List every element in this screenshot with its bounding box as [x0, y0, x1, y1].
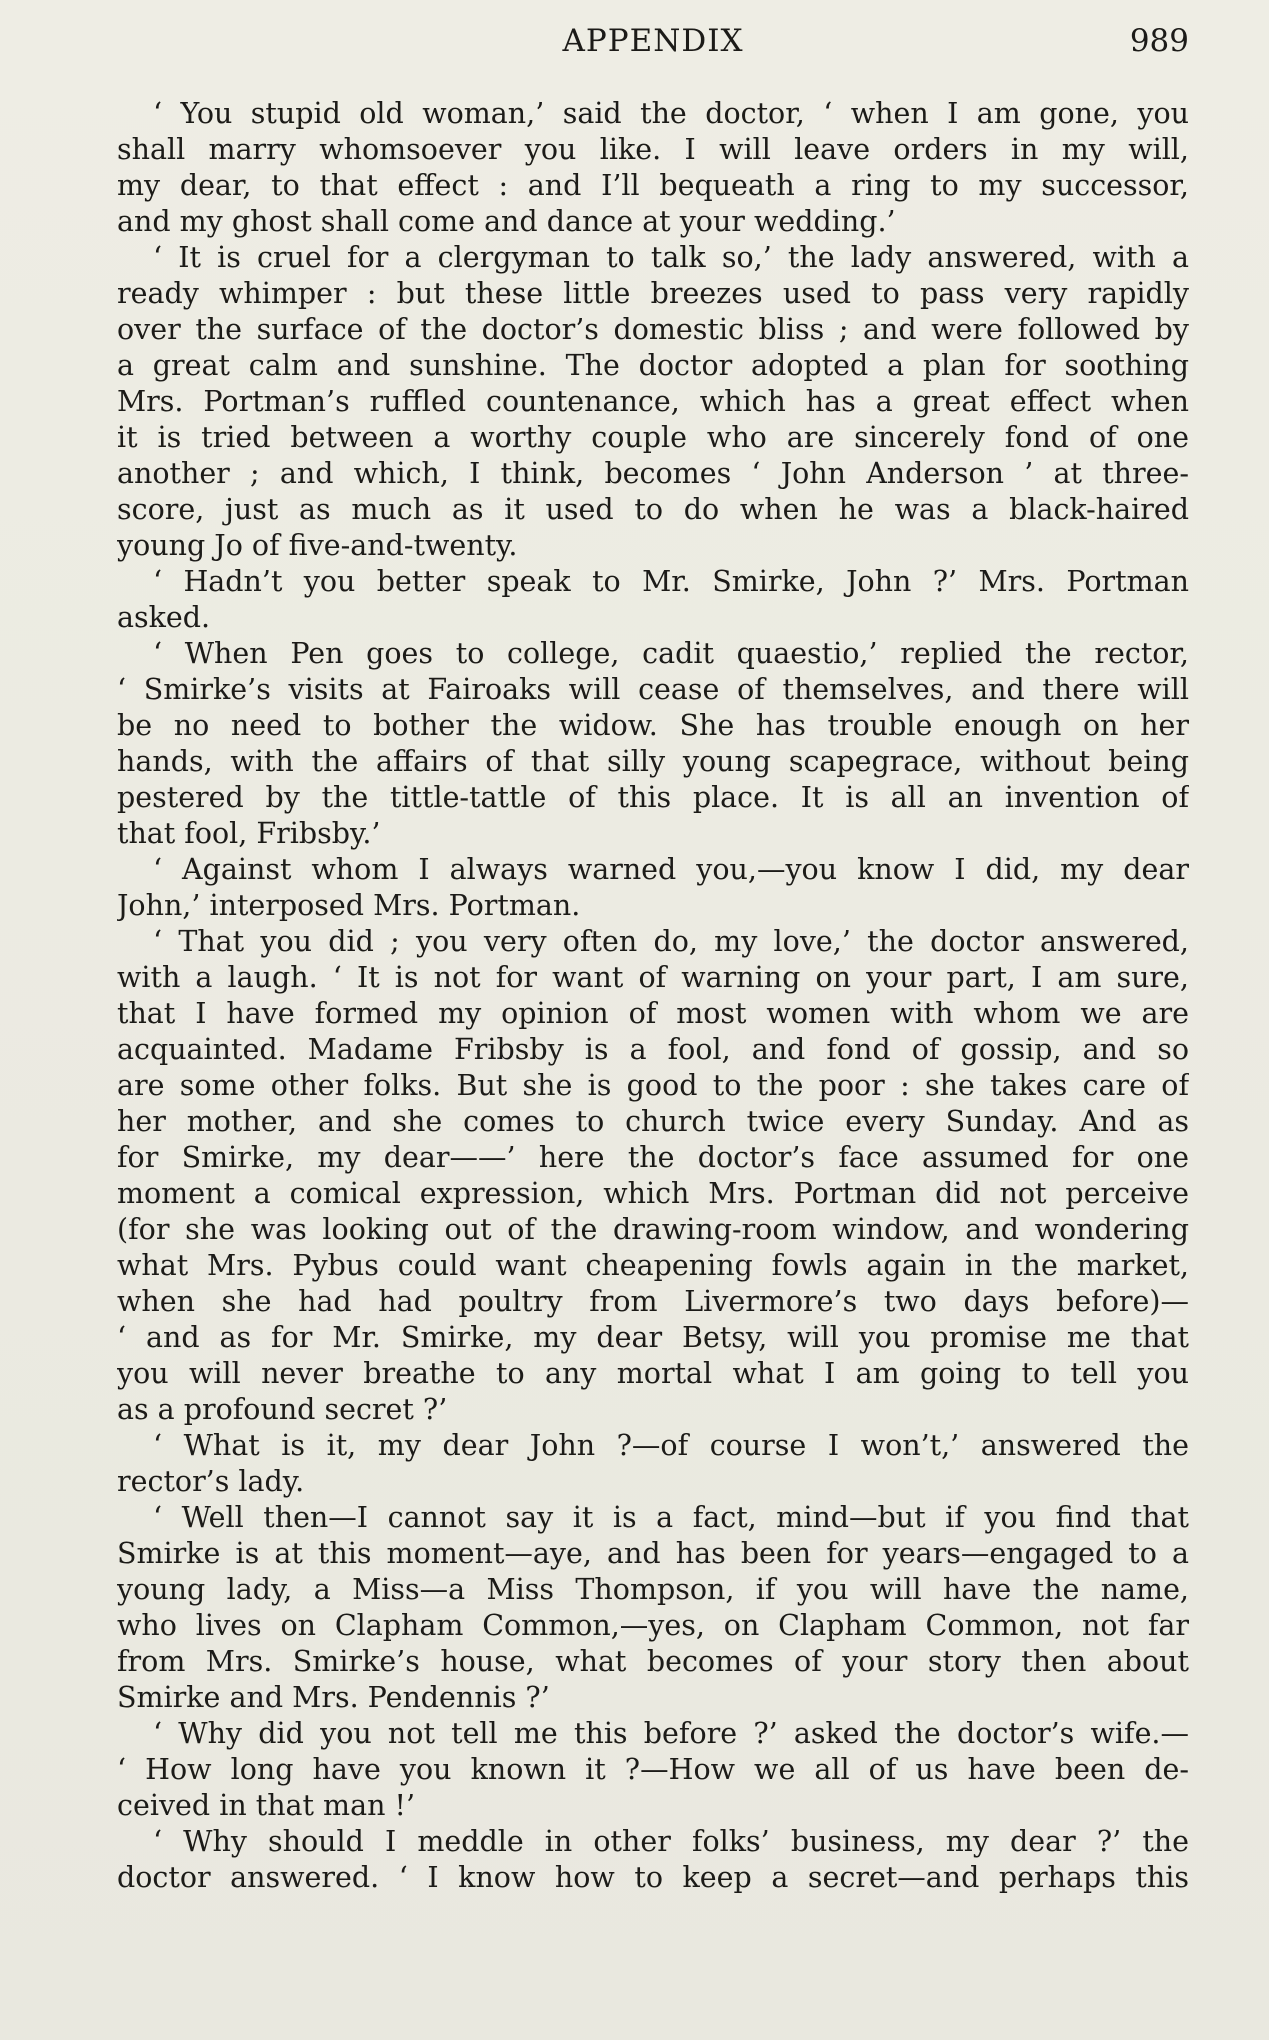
text-line: ready whimper : but these little breezes used to pass very rapidly: [117, 277, 1189, 310]
text-line: moment a comical expression, which Mrs. Portman did not perceive: [117, 1177, 1189, 1210]
text-line: asked.: [117, 601, 211, 634]
text-line: pestered by the tittle-tattle of this place. It is all an invention of: [117, 781, 1189, 814]
page-number: 989: [1129, 23, 1189, 59]
text-line: and my ghost shall come and dance at your wedding.’: [117, 205, 896, 238]
text-line: another ; and which, I think, becomes ‘ John Anderson ’ at three-: [117, 457, 1189, 490]
text-line: be no need to bother the widow. She has trouble enough on her: [117, 709, 1189, 742]
text-line: ‘ How long have you known it ?—How we all of us have been de-: [117, 1753, 1189, 1786]
text-line: Mrs. Portman’s ruffled countenance, which has a great effect when: [117, 385, 1189, 418]
text-line: when she had had poultry from Livermore’s two days before)—: [117, 1285, 1189, 1318]
text-line: ‘ Against whom I always warned you,—you know I did, my dear: [153, 853, 1189, 886]
text-line: her mother, and she comes to church twice every Sunday. And as: [117, 1105, 1189, 1138]
text-line: hands, with the affairs of that silly young scapegrace, without being: [117, 745, 1189, 778]
text-line: ‘ Why did you not tell me this before ?’ asked the doctor’s wife.—: [153, 1717, 1189, 1750]
text-line: are some other folks. But she is good to the poor : she takes care of: [117, 1069, 1189, 1102]
text-line: ceived in that man !’: [117, 1789, 415, 1822]
text-line: doctor answered. ‘ I know how to keep a secret—and perhaps this: [117, 1861, 1189, 1894]
text-line: ‘ Hadn’t you better speak to Mr. Smirke, John ?’ Mrs. Portman: [153, 565, 1189, 598]
text-line: ‘ Why should I meddle in other folks’ business, my dear ?’ the: [153, 1825, 1189, 1858]
text-line: John,’ interposed Mrs. Portman.: [117, 889, 581, 922]
text-line: rector’s lady.: [117, 1465, 305, 1498]
running-head: APPENDIX: [562, 23, 744, 59]
text-line: as a profound secret ?’: [117, 1393, 448, 1426]
text-line: a great calm and sunshine. The doctor adopted a plan for soothing: [117, 349, 1189, 382]
text-line: young Jo of five-and-twenty.: [117, 529, 518, 562]
text-line: ‘ When Pen goes to college, cadit quaestio,’ replied the rector,: [153, 637, 1189, 670]
text-line: that I have formed my opinion of most women with whom we are: [117, 997, 1189, 1030]
text-line: what Mrs. Pybus could want cheapening fowls again in the market,: [117, 1249, 1189, 1282]
text-line: ‘ Smirke’s visits at Fairoaks will cease of themselves, and there will: [117, 673, 1189, 706]
body-text: [117, 96, 1189, 1896]
text-line: ‘ That you did ; you very often do, my love,’ the doctor answered,: [153, 925, 1189, 958]
text-line: my dear, to that effect : and I’ll bequeath a ring to my successor,: [117, 169, 1189, 202]
text-line: over the surface of the doctor’s domestic bliss ; and were followed by: [117, 313, 1189, 346]
text-line: ‘ Well then—I cannot say it is a fact, mind—but if you find that: [153, 1501, 1189, 1534]
text-line: for Smirke, my dear——’ here the doctor’s face assumed for one: [117, 1141, 1189, 1174]
text-line: acquainted. Madame Fribsby is a fool, and fond of gossip, and so: [117, 1033, 1189, 1066]
text-line: (for she was looking out of the drawing-room window, and wondering: [117, 1213, 1189, 1246]
text-line: shall marry whomsoever you like. I will leave orders in my will,: [117, 133, 1189, 166]
text-line: from Mrs. Smirke’s house, what becomes of your story then about: [117, 1645, 1189, 1678]
text-line: score, just as much as it used to do when he was a black-haired: [117, 493, 1189, 526]
text-line: ‘ and as for Mr. Smirke, my dear Betsy, will you promise me that: [117, 1321, 1189, 1354]
text-line: who lives on Clapham Common,—yes, on Clapham Common, not far: [117, 1609, 1189, 1642]
text-line: it is tried between a worthy couple who are sincerely fond of one: [117, 421, 1189, 454]
text-line: that fool, Fribsby.’: [117, 817, 381, 850]
text-line: Smirke and Mrs. Pendennis ?’: [117, 1681, 550, 1714]
text-line: Smirke is at this moment—aye, and has been for years—engaged to a: [117, 1537, 1189, 1570]
page-header: [117, 18, 1189, 64]
text-line: ‘ You stupid old woman,’ said the doctor, ‘ when I am gone, you: [153, 97, 1189, 130]
text-line: young lady, a Miss—a Miss Thompson, if you will have the name,: [117, 1573, 1189, 1606]
text-line: with a laugh. ‘ It is not for want of warning on your part, I am sure,: [117, 961, 1189, 994]
text-line: you will never breathe to any mortal what I am going to tell you: [117, 1357, 1189, 1390]
text-line: ‘ What is it, my dear John ?—of course I won’t,’ answered the: [153, 1429, 1189, 1462]
text-line: ‘ It is cruel for a clergyman to talk so,’ the lady answered, with a: [153, 241, 1189, 274]
